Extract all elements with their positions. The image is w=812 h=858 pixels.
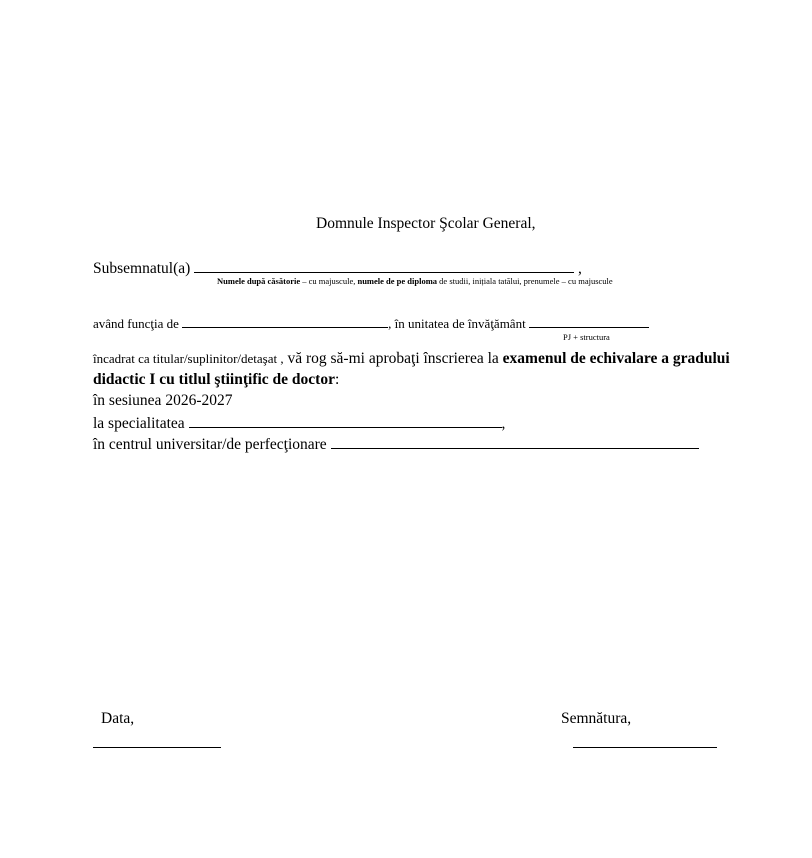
functia-mid: , în unitatea de învăţământ bbox=[388, 316, 526, 331]
data-label: Data, bbox=[101, 710, 135, 727]
functia-label: având funcţia de bbox=[93, 316, 179, 331]
name-field[interactable] bbox=[194, 258, 574, 273]
exam-title-part-1: examenul de echivalare a gradului bbox=[502, 350, 730, 367]
name-hint-bold-1: Numele după căsătorie bbox=[217, 276, 301, 286]
subsemnatul-tail: , bbox=[578, 260, 582, 277]
name-hint bbox=[217, 276, 613, 286]
request-line-1 bbox=[93, 350, 730, 368]
functia-field[interactable] bbox=[182, 315, 388, 328]
functia-row bbox=[93, 315, 649, 332]
name-hint-text-2: de studii, inițiala tatălui, prenumele – cu majuscule bbox=[437, 276, 613, 286]
salutation-heading: Domnule Inspector Şcolar General, bbox=[316, 215, 536, 232]
semnatura-field[interactable] bbox=[573, 747, 717, 748]
incadrat-text: încadrat ca titular/suplinitor/detaşat , bbox=[93, 351, 284, 366]
centrul-field[interactable] bbox=[331, 434, 699, 449]
name-hint-bold-2: numele de pe diploma bbox=[357, 276, 438, 286]
exam-title-part-2: didactic I cu titlul ştiinţific de doctor bbox=[93, 371, 335, 388]
subsemnatul-label: Subsemnatul(a) bbox=[93, 260, 191, 277]
specialitatea-label: la specialitatea bbox=[93, 415, 185, 432]
subsemnatul-row bbox=[93, 258, 582, 278]
specialitatea-field[interactable] bbox=[189, 413, 502, 428]
exam-colon: : bbox=[334, 371, 340, 388]
data-field[interactable] bbox=[93, 747, 221, 748]
centrul-label: în centrul universitar/de perfecţionare bbox=[93, 436, 327, 453]
specialitatea-tail: , bbox=[501, 415, 506, 432]
unitate-hint: PJ + structura bbox=[563, 332, 610, 342]
specialitatea-row bbox=[93, 413, 505, 433]
request-line-2 bbox=[93, 371, 339, 389]
semnatura-label: Semnătura, bbox=[561, 710, 632, 727]
name-hint-text-1: – cu majuscule, bbox=[300, 276, 358, 286]
request-text: vă rog să-mi aprobaţi înscrierea la bbox=[283, 350, 503, 367]
centrul-row bbox=[93, 434, 699, 454]
unitate-field[interactable] bbox=[529, 315, 649, 328]
sesiunea-line: în sesiunea 2026-2027 bbox=[93, 392, 233, 409]
